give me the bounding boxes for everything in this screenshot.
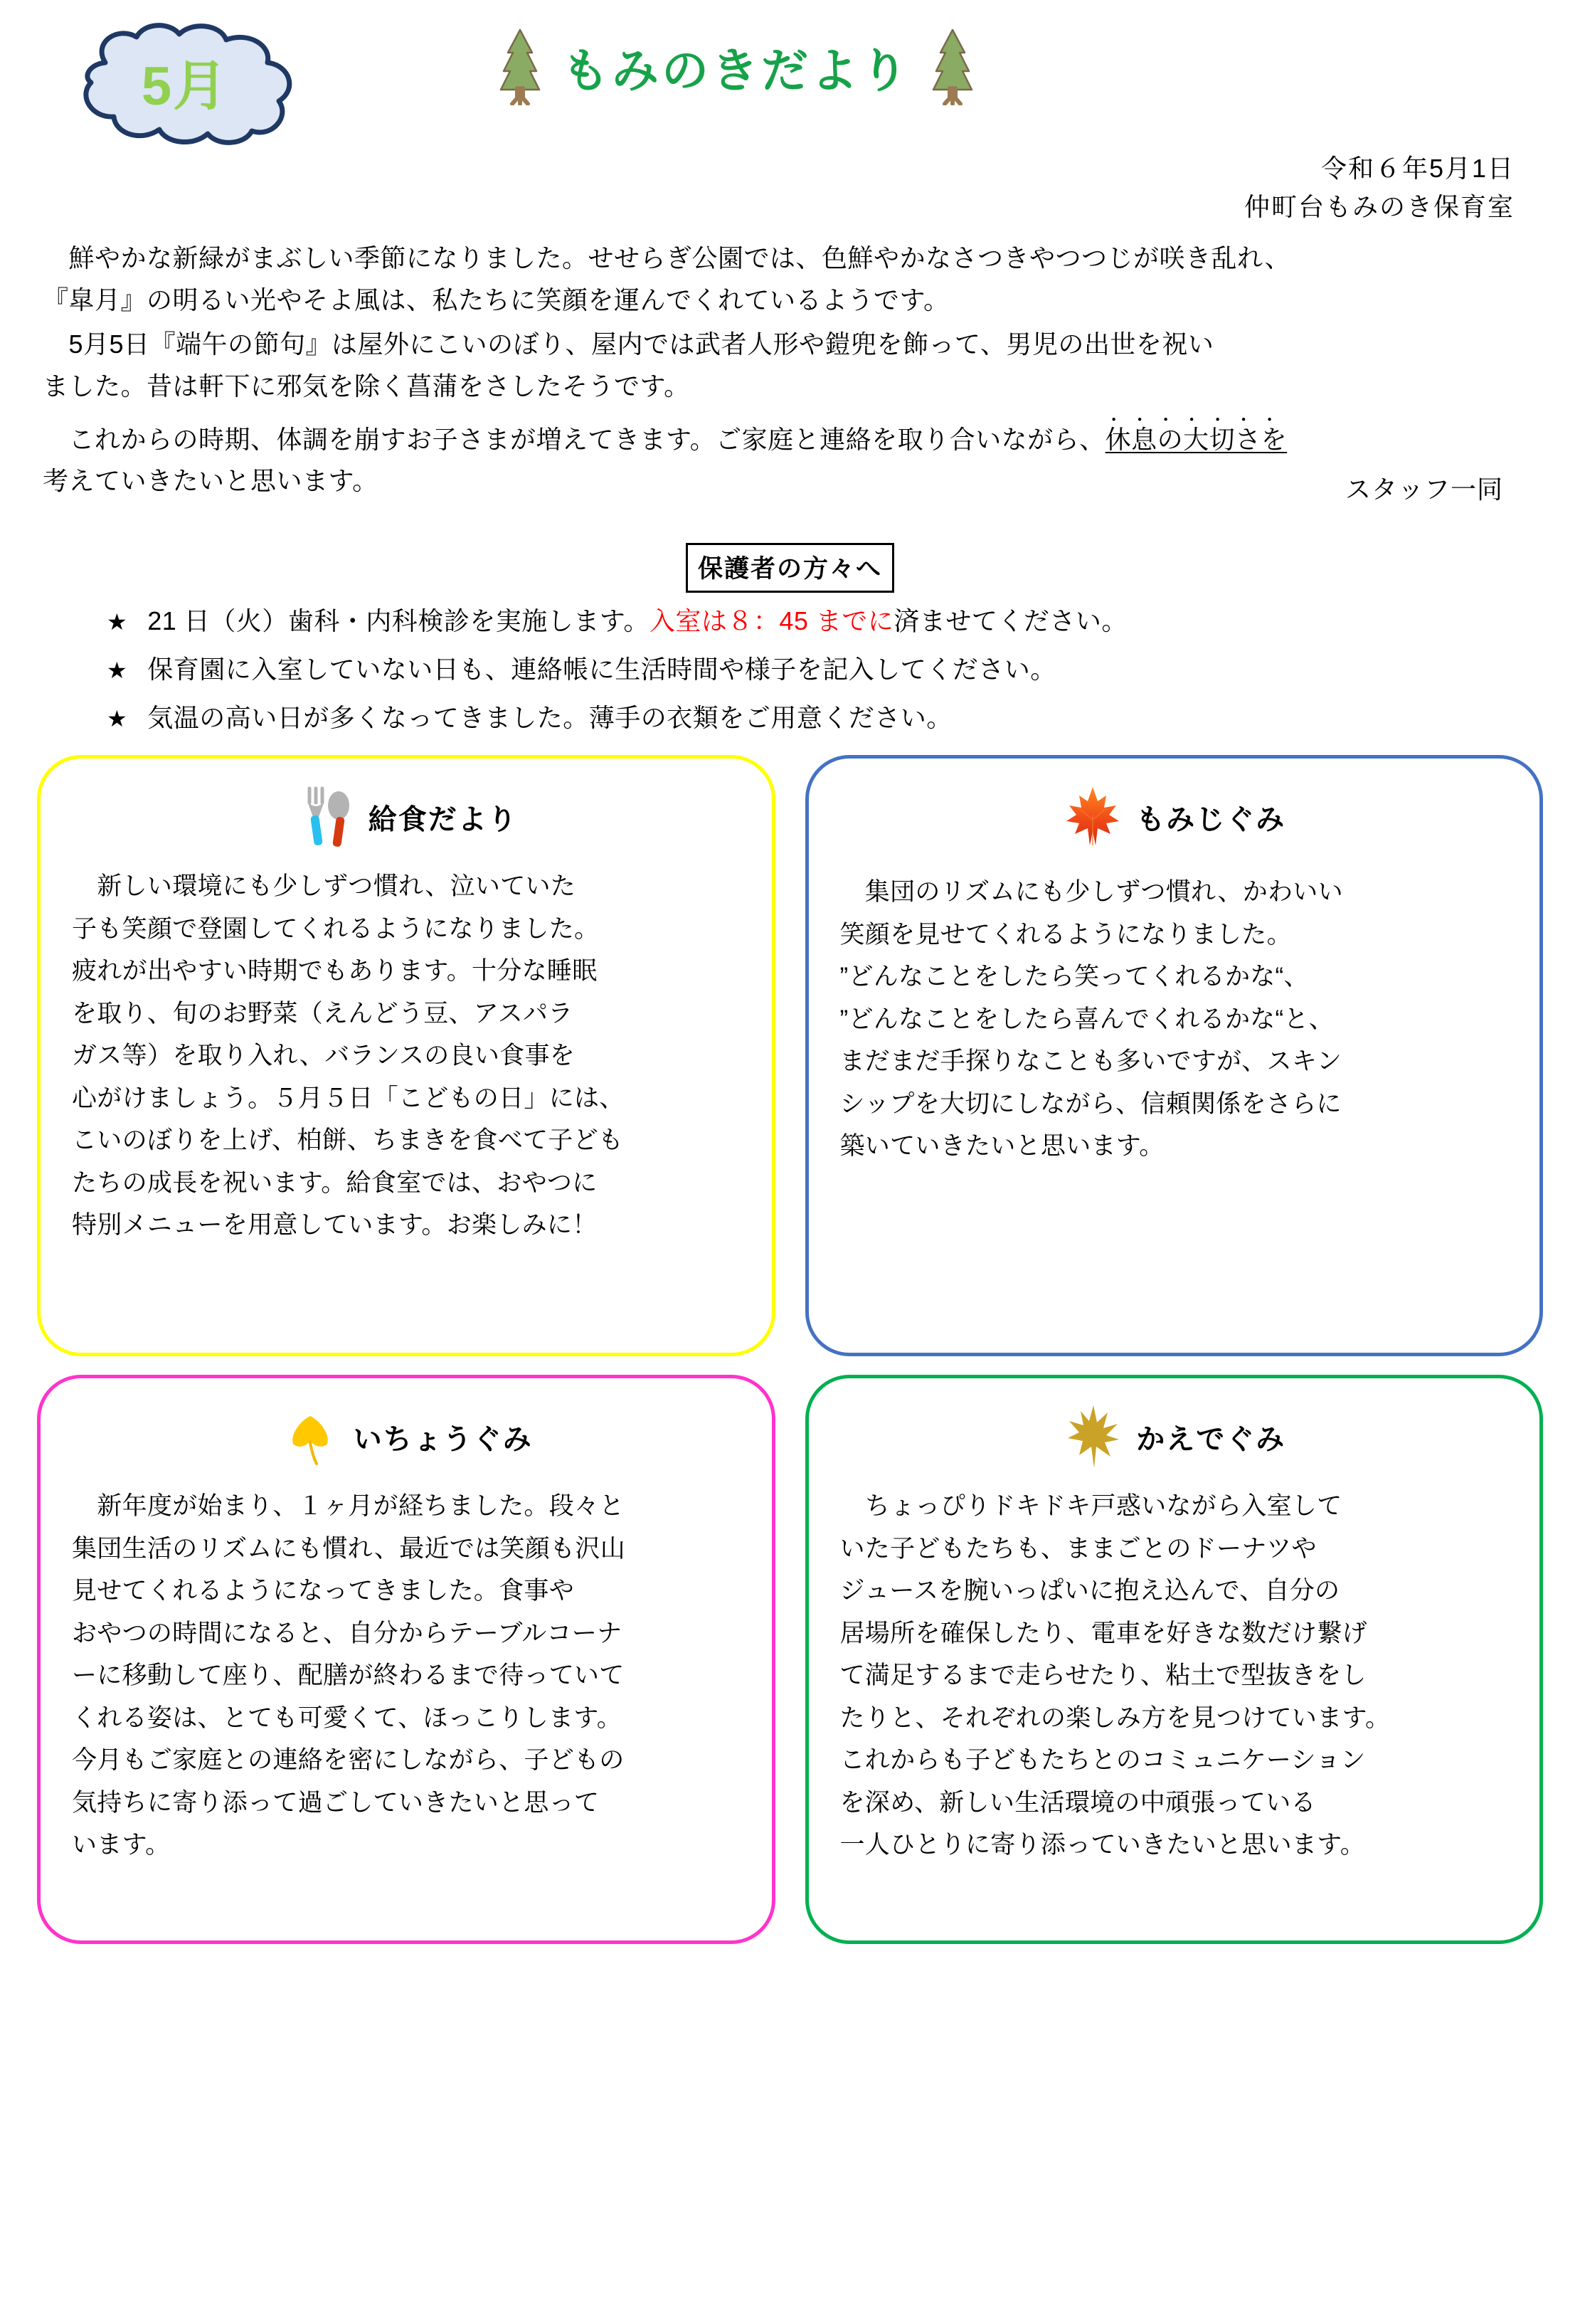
fir-tree-icon-right — [930, 27, 975, 105]
body-line: 集団のリズムにも少しずつ慣れ、かわいい — [839, 878, 1343, 907]
issuer-name: 仲町台もみのき保育室 — [1244, 192, 1515, 221]
card-body — [840, 1485, 1509, 1866]
card-title: もみじぐみ — [1136, 803, 1286, 835]
body-line: 一人ひとりに寄り添っていきたいと思います。 — [839, 1831, 1366, 1859]
body-line: たちの成長を祝います。給食室では、おやつに — [72, 1168, 598, 1197]
body-line: ガス等）を取り入れ、バランスの良い食事を — [72, 1042, 576, 1070]
notice-item-text — [147, 608, 1128, 634]
intro-p3-line1: これからの時期、体調を崩すお子さまが増えてきます。ご家庭と連絡を取り合いながら、 — [43, 424, 1106, 454]
fork-and-spoon-icon — [295, 784, 356, 850]
body-line: て満足するまで走らせたり、粘土で型抜きをし — [839, 1662, 1367, 1690]
card-header — [840, 1403, 1509, 1471]
card-header — [72, 1403, 741, 1471]
body-line: ”どんなことをしたら笑ってくれるかな“、 — [839, 963, 1309, 991]
intro-p1-line1: 鮮やかな新緑がまぶしい季節になりました。せせらぎ公園では、色鮮やかなさつきやつつじが咲き乱れ、 — [43, 243, 1291, 273]
card-body — [72, 865, 741, 1247]
body-line: たりと、それぞれの楽しみ方を見つけています。 — [839, 1704, 1391, 1732]
notice-text-highlight: 入室は８：45 までに — [649, 606, 894, 636]
body-line: 見せてくれるようになってきました。食事や — [72, 1577, 575, 1605]
body-line: 心がけましょう。５月５日「こどもの日」には、 — [72, 1084, 625, 1112]
notice-item-text: 気温の高い日が多くなってきました。薄手の衣類をご用意ください。 — [147, 703, 953, 733]
notice-text-after: 済ませてください。 — [894, 606, 1128, 636]
body-line: 子も笑顔で登園してくれるようになりました。 — [72, 914, 600, 943]
body-line: を取り、旬のお野菜（えんどう豆、アスパラ — [72, 999, 573, 1028]
ginkgo-leaf-icon — [280, 1404, 341, 1469]
body-line: 気持ちに寄り添って過ごしていきたいと思って — [72, 1788, 600, 1817]
maple-leaf-icon — [1062, 784, 1123, 850]
card-title: 給食だより — [368, 803, 518, 835]
intro-paragraph-2 — [43, 324, 1537, 407]
body-line: ジュースを腕いっぱいに抱え込んで、自分の — [839, 1577, 1340, 1605]
intro-p2-line2: ました。昔は軒下に邪気を除く菖蒲をさしたそうです。 — [43, 371, 690, 401]
intro-p3-line2: 考えていきたいと思います。 — [43, 466, 378, 496]
body-line: シップを大切にしながら、信頼関係をさらに — [839, 1089, 1342, 1118]
emphasized-phrase: ・・・・・・・ 休息の大切さを — [1106, 425, 1288, 454]
card-momiji-gumi — [805, 755, 1544, 1356]
body-line: 今月もご家庭との連絡を密にしながら、子どもの — [72, 1746, 625, 1775]
notice-section — [0, 543, 1580, 731]
body-line: ーに移動して座り、配膳が終わるまで待っていて — [72, 1662, 625, 1690]
card-icho-gumi — [37, 1375, 775, 1944]
body-line: 疲れが出やすい時期でもあります。十分な睡眠 — [72, 957, 598, 986]
card-kyushoku-dayori — [37, 755, 775, 1356]
intro-p1-line2: 『皐月』の明るい光やそよ風は、私たちに笑顔を運んでくれているようです。 — [43, 285, 950, 315]
issue-date: 令和６年5月1日 — [1320, 154, 1515, 183]
notice-item — [107, 705, 1580, 731]
intro-paragraph-1 — [43, 238, 1537, 321]
class-report-grid — [37, 755, 1543, 1944]
meta-block — [0, 149, 1580, 226]
body-line: まだまだ手探りなことも多いですが、スキン — [839, 1047, 1342, 1076]
page-header — [0, 0, 1580, 142]
body-line: いた子どもたちも、ままごとのドーナツや — [839, 1534, 1317, 1563]
card-body — [840, 871, 1509, 1168]
body-line: を深め、新しい生活環境の中頑張っている — [839, 1788, 1316, 1817]
body-line: こいのぼりを上げ、柏餅、ちまきを食べて子ども — [72, 1126, 624, 1155]
page-title: もみのきだより — [562, 43, 911, 97]
body-line: 特別メニューを用意しています。お楽しみに！ — [72, 1211, 598, 1240]
newsletter-title-block — [498, 27, 975, 105]
body-line: 集団生活のリズムにも慣れ、最近では笑顔も沢山 — [72, 1534, 626, 1563]
star-icon: ★ — [107, 609, 128, 635]
intro-text — [43, 238, 1537, 502]
body-line: これからも子どもたちとのコミュニケーション — [839, 1746, 1366, 1775]
card-title: いちょうぐみ — [353, 1423, 533, 1455]
fir-tree-icon-left — [498, 27, 542, 105]
body-line: ”どんなことをしたら喜んでくれるかな“と、 — [839, 1005, 1335, 1033]
staff-signature: スタッフ一同 — [1345, 475, 1503, 505]
body-line: 築いていきたいと思います。 — [839, 1132, 1165, 1161]
body-line: います。 — [72, 1831, 171, 1859]
notice-heading: 保護者の方々へ — [686, 543, 894, 593]
body-line: 笑顔を見せてくれるようになりました。 — [839, 920, 1292, 949]
body-line: 居場所を確保したり、電車を好きな数だけ繋げ — [839, 1619, 1367, 1647]
star-icon: ★ — [107, 657, 128, 684]
month-badge — [50, 21, 320, 146]
card-header — [72, 783, 741, 851]
notice-list — [0, 608, 1580, 731]
body-line: 新しい環境にも少しずつ慣れ、泣いていた — [72, 872, 576, 901]
notice-item — [107, 608, 1580, 634]
card-header — [840, 783, 1509, 851]
notice-text-before: 21 日（火）歯科・内科検診を実施します。 — [147, 606, 650, 636]
body-line: ちょっぴりドキドキ戸惑いながら入室して — [839, 1492, 1342, 1521]
gold-maple-leaf-icon — [1062, 1404, 1123, 1469]
notice-item — [107, 655, 1580, 685]
card-kaede-gumi — [805, 1375, 1544, 1944]
star-icon: ★ — [107, 706, 128, 732]
intro-p2-line1: 5月5日『端午の節句』は屋外にこいのぼり、屋内では武者人形や鎧兜を飾って、男児の出世を祝い — [43, 329, 1214, 359]
card-title: かえでぐみ — [1136, 1423, 1286, 1455]
month-badge-label: 5月 — [141, 56, 229, 117]
body-line: おやつの時間になると、自分からテーブルコーナ — [72, 1619, 622, 1647]
body-line: 新年度が始まり、１ヶ月が経ちました。段々と — [72, 1492, 625, 1521]
body-line: くれる姿は、とても可愛くて、ほっこりします。 — [72, 1704, 622, 1732]
card-body — [72, 1485, 741, 1866]
notice-item-text: 保育園に入室していない日も、連絡帳に生活時間や様子を記入してください。 — [147, 655, 1056, 685]
